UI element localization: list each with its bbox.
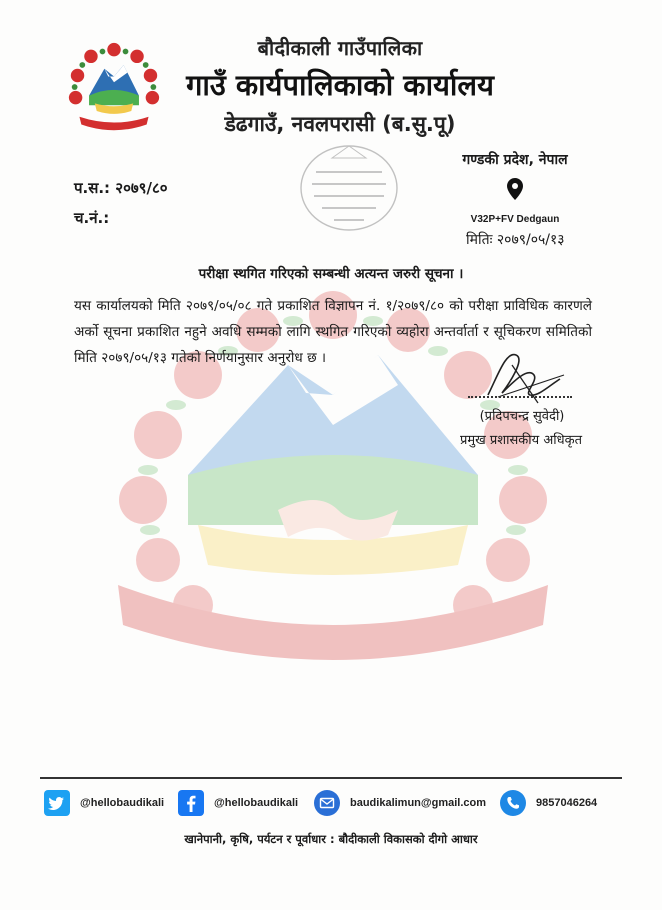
signatory-name: (प्रदिपचन्द्र सुवेदी)	[479, 409, 565, 424]
signature-line	[468, 396, 572, 398]
location-pin-icon	[507, 178, 523, 200]
municipality-name: बौदीकाली गाउँपालिका	[257, 36, 423, 60]
email-address: baudikalimun@gmail.com	[350, 797, 487, 809]
facebook-contact[interactable]	[178, 790, 298, 816]
facebook-handle: @hellobaudikali	[214, 797, 299, 809]
letterhead	[160, 34, 520, 138]
facebook-icon	[178, 790, 204, 816]
notice-subject: परीक्षा स्थगित गरिएको सम्बन्धी अत्यन्त जरुरी सूचना ।	[198, 266, 464, 282]
notice-body: यस कार्यालयको मिति २०७९/०५/०८ गते प्रकाशित विज्ञापन नं. १/२०७९/८० को परीक्षा प्राविधिक कारणले अर्को सूचना प्रकाशित नहुने अवधि सम्मको लागि स्थगित गरिएको व्यहोरा अन्तर्वार्ता र सूचिकरण समितिको मिति २०७९/०५/१३ गतेको निर्णयानुसार अनुरोध छ ।	[74, 298, 592, 366]
twitter-contact[interactable]	[44, 790, 164, 816]
office-name: गाउँ कार्यपालिकाको कार्यालय	[186, 68, 494, 102]
phone-number: 9857046264	[536, 797, 598, 809]
dispatch-number: च.नं.:	[74, 209, 110, 227]
signatory-title: प्रमुख प्रशासकीय अधिकृत	[459, 433, 583, 448]
notice-date: मितिः २०७९/०५/१३	[466, 232, 565, 248]
twitter-icon	[44, 790, 70, 816]
phone-icon	[500, 790, 526, 816]
twitter-handle: @hellobaudikali	[80, 797, 165, 809]
contact-footer	[40, 790, 622, 820]
email-icon	[314, 790, 340, 816]
footer-tagline: खानेपानी, कृषि, पर्यटन र पूर्वाधार : बौदीकाली विकासको दीगो आधार	[184, 832, 478, 846]
plus-code: V32P+FV Dedgaun	[470, 214, 560, 225]
address-block	[440, 150, 590, 225]
nepal-emblem-logo	[66, 40, 162, 136]
footer-divider	[40, 777, 622, 779]
office-location: डेढगाउँ, नवलपरासी (ब.सु.पू)	[224, 112, 456, 136]
letter-number: प.स.: २०७९/८०	[74, 179, 168, 197]
province-text: गण्डकी प्रदेश, नेपाल	[462, 152, 568, 168]
phone-contact[interactable]	[500, 790, 597, 816]
reference-block	[74, 178, 168, 238]
office-stamp	[294, 138, 404, 238]
email-contact[interactable]	[314, 790, 486, 816]
